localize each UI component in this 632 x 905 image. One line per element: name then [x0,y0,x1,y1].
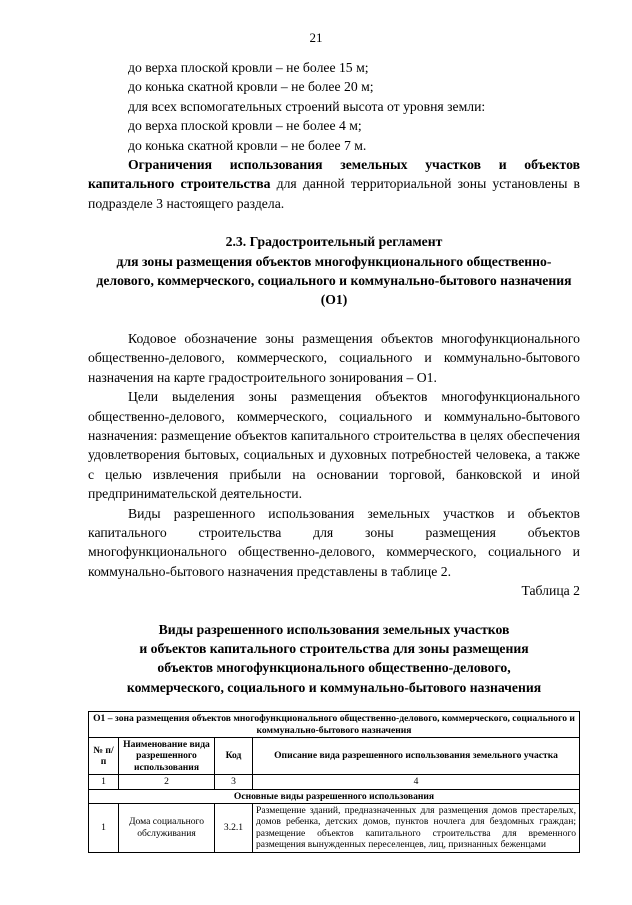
row-name: Дома социального обслуживания [119,804,215,853]
restrictions-rest: для данной территориальной зоны установлены в подразделе 3 настоящего раздела. [88,176,580,211]
paragraph-code: Кодовое обозначение зоны размещения объектов многофункционального общественно-делового, коммерческого, социального и коммунально-бытового назначения на карте градостроительного зонирования – О1. [88,330,580,385]
usage-table [88,711,580,852]
restrictions-paragraph [88,155,580,213]
column-header-name: Наименование вида разрешенного использования [119,738,215,775]
table-title-line: коммерческого, социального и коммунально-бытового назначения [126,679,542,695]
column-header-description: Описание вида разрешенного использования земельного участка [253,738,580,775]
table-title-line: и объектов капитального строительства для зоны размещения [139,640,529,656]
table-column-header-row [89,738,580,775]
table-zone-header-row [89,712,580,738]
table-group-header: Основные виды разрешенного использования [89,789,580,803]
section-title-line1: 2.3. Градостроительный регламент [225,234,443,250]
paragraph-usage: Виды разрешенного использования земельных участков и объектов капитального строительства для зоны размещения объектов многофункционального общественно-делового, коммерческого, социального и коммунально-бытового назначения представлены в таблице 2. [88,505,580,579]
table-title-line: объектов многофункционального общественно-делового, [157,660,511,676]
table-zone-header: О1 – зона размещения объектов многофункционального общественно-делового, коммерческого, социального и коммунально-бытового назначения [89,712,580,738]
table-caption: Таблица 2 [521,583,580,599]
document-body [88,58,580,853]
row-code: 3.2.1 [215,804,253,853]
column-number: 2 [119,775,215,789]
column-header-num: № п/п [89,738,119,775]
intro-line: до верха плоской кровли – не более 15 м; [128,60,369,75]
row-num: 1 [89,804,119,853]
column-header-code: Код [215,738,253,775]
intro-line: до конька скатной кровли – не более 7 м. [128,137,367,153]
table-title-line: Виды разрешенного использования земельных участков [158,621,510,637]
column-number: 3 [215,775,253,789]
section-title-line2: для зоны размещения объектов многофункционального общественно-делового, коммерческого, социального и коммунально-бытового назначения (О1) [96,253,572,308]
row-description: Размещение зданий, предназначенных для размещения домов престарелых, домов ребенка, детских домов, пунктов ночлега для бездомных граждан; размещение объектов капитального строительства для временного размещения вынужденных переселенцев, лиц, признанных беженцами [253,804,580,853]
intro-line: до верха плоской кровли – не более 4 м; [128,118,362,134]
column-number: 1 [89,775,119,789]
table-row [89,804,580,853]
table-column-number-row [89,775,580,789]
restrictions-bold: Ограничения использования земельных участков и объектов капитального строительства [88,157,580,192]
column-number: 4 [253,775,580,789]
intro-line: для всех вспомогательных строений высота от уровня земли: [128,98,486,114]
intro-line: до конька скатной кровли – не более 20 м; [128,79,374,95]
paragraph-goals: Цели выделения зоны размещения объектов многофункционального общественно-делового, коммерческого, социального и коммунально-бытового назначения: размещение объектов капитального строительства в целях обеспечения удовлетворения бытовых, социальных и духовных потребностей человека, а также с целью извлечения прибыли на основании торговой, банковской и иной предпринимательской деятельности. [88,389,580,502]
table-group-header-row [89,789,580,803]
page-number: 21 [309,30,323,45]
